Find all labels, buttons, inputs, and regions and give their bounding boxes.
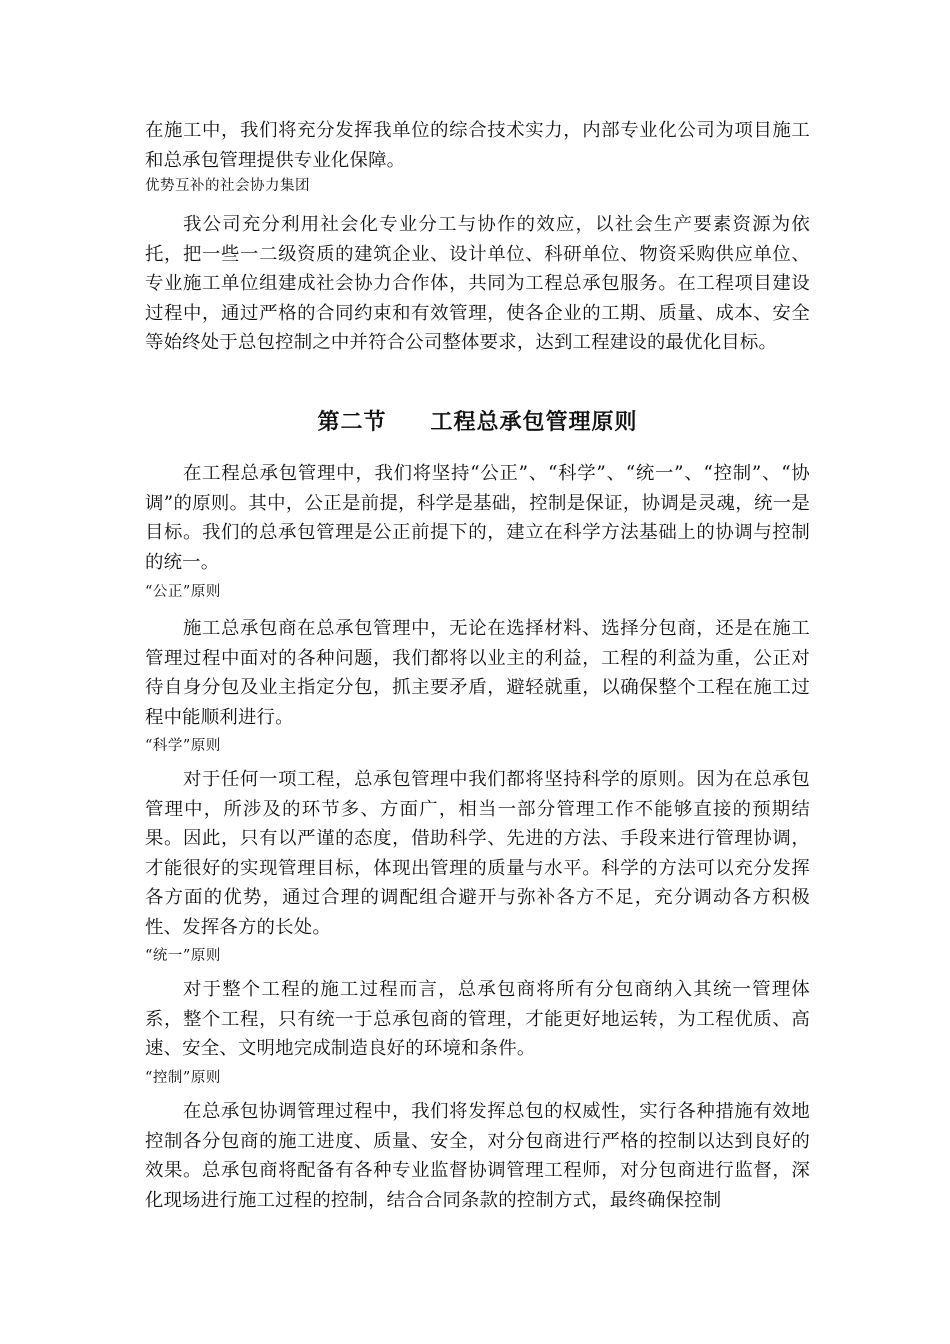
paragraph-control-principle (145, 1097, 810, 1215)
paragraph-text: 在施工中，我们将充分发挥我单位的综合技术实力，内部专业化公司为项目施工和总承包管理提供专业化保障。 (145, 120, 810, 171)
subheading-unity-principle: “统一”原则 (145, 948, 221, 964)
subheading-science-principle: “科学”原则 (145, 738, 221, 754)
paragraph-social-cooperation (145, 210, 810, 358)
paragraph-text: 施工总承包商在总承包管理中，无论在选择材料、选择分包商，还是在施工管理过程中面对的各种问题，我们都将以业主的利益，工程的利益为重，公正对待自身分包及业主指定分包，抓主要矛盾，避轻就重，以确保整个工程在施工过程中能顺利进行。 (145, 618, 810, 728)
paragraph-text: 在工程总承包管理中，我们将坚持“公正”、“科学”、“统一”、“控制”、“协调”的原则。其中，公正是前提，科学是基础，控制是保证，协调是灵魂，统一是目标。我们的总承包管理是公正前提下的，建立在科学方法基础上的协调与控制的统一。 (145, 463, 810, 573)
paragraph-text: 对于整个工程的施工过程而言，总承包商将所有分包商纳入其统一管理体系，整个工程，只有统一于总承包商的管理，才能更好地运转，为工程优质、高速、安全、文明地完成制造良好的环境和条件。 (145, 979, 810, 1059)
paragraph-science-principle (145, 765, 810, 942)
section-number: 第二节 (317, 410, 387, 435)
paragraph-principles-intro (145, 459, 810, 577)
paragraph-text: 我公司充分利用社会化专业分工与协作的效应，以社会生产要素资源为依托，把一些一二级资质的建筑企业、设计单位、科研单位、物资采购供应单位、专业施工单位组建成社会协力合作体，共同为工程总承包服务。在工程项目建设过程中，通过严格的合同约束和有效管理，使各企业的工期、质量、成本、安全等始终处于总包控制之中并符合公司整体要求，达到工程建设的最优化目标。 (145, 214, 810, 353)
paragraph-fair-principle (145, 614, 810, 732)
subheading-cooperation-group: 优势互补的社会协力集团 (145, 178, 310, 194)
paragraph-text: 对于任何一项工程，总承包管理中我们都将坚持科学的原则。因为在总承包管理中，所涉及的环节多、方面广，相当一部分管理工作不能够直接的预期结果。因此，只有以严谨的态度，借助科学、先进的方法、手段来进行管理协调，才能很好的实现管理目标，体现出管理的质量与水平。科学的方法可以充分发挥各方面的优势，通过合理的调配组合避开与弥补各方不足，充分调动各方积极性、发挥各方的长处。 (145, 769, 810, 938)
section-heading (145, 406, 810, 440)
paragraph-technical-strength (145, 116, 810, 175)
section-title: 工程总承包管理原则 (430, 410, 638, 435)
paragraph-text: 在总承包协调管理过程中，我们将发挥总包的权威性，实行各种措施有效地控制各分包商的施工进度、质量、安全，对分包商进行严格的控制以达到良好的效果。总承包商将配备有各种专业监督协调管理工程师，对分包商进行监督，深化现场进行施工过程的控制，结合合同条款的控制方式，最终确保控制 (145, 1101, 810, 1211)
subheading-fair-principle: “公正”原则 (145, 584, 221, 600)
paragraph-unity-principle (145, 975, 810, 1064)
subheading-control-principle: “控制”原则 (145, 1070, 221, 1086)
